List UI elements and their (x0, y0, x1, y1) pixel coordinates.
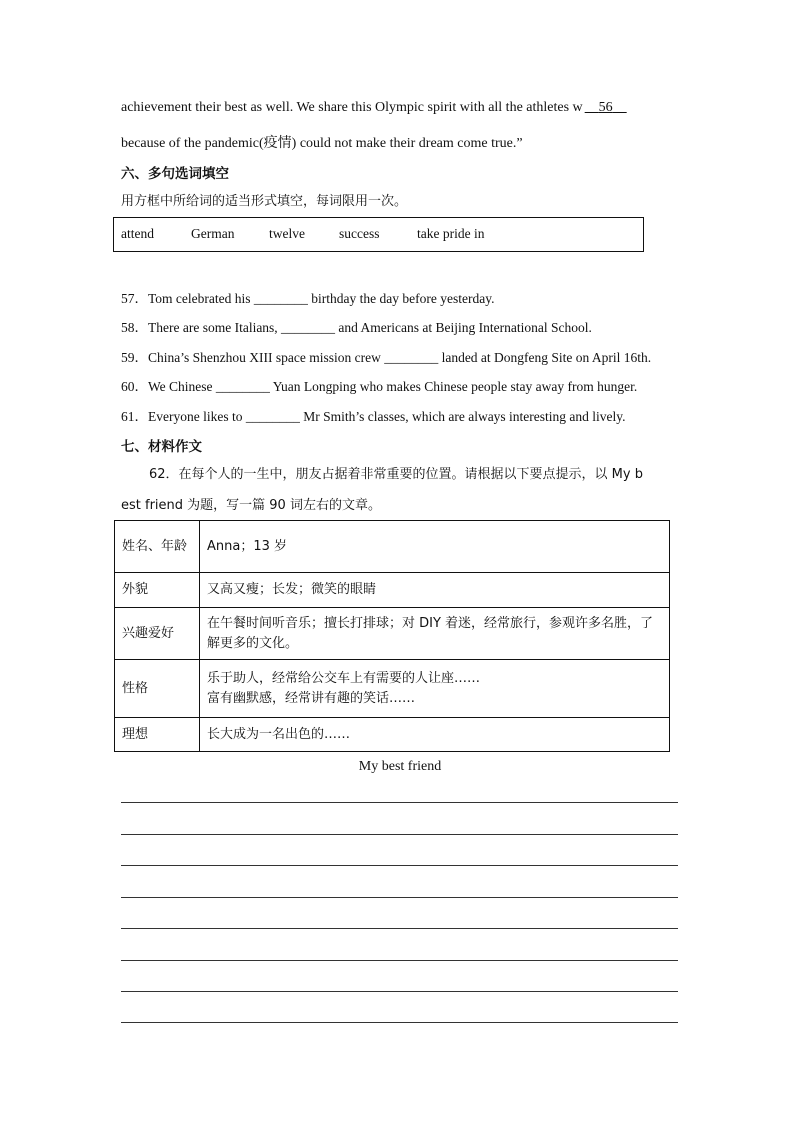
row-key: 姓名、年龄 (115, 521, 200, 573)
passage-line-1 (121, 100, 629, 116)
row-value: 在午餐时间听音乐；擅长打排球；对 DIY 着迷，经常旅行，参观许多名胜，了解更多的文化。 (200, 608, 670, 660)
writing-line[interactable] (121, 991, 678, 992)
word-item: twelve (269, 226, 305, 241)
row-value: Anna；13 岁 (200, 521, 670, 573)
blank-56 (583, 100, 629, 116)
essay-prompt-line-1: 62．在每个人的一生中，朋友占据着非常重要的位置。请根据以下要点提示，以 My b (149, 467, 643, 482)
section-7-heading: 七、材料作文 (121, 439, 202, 455)
writing-line[interactable] (121, 960, 678, 961)
passage-line-2: because of the pandemic(疫情) could not make their dream come true.” (121, 136, 523, 151)
row-value: 长大成为一名出色的…… (200, 718, 670, 752)
question-58: 58．There are some Italians, ________ and Americans at Beijing International School. (121, 320, 592, 335)
word-box (113, 217, 644, 252)
essay-title: My best friend (358, 759, 442, 774)
writing-line[interactable] (121, 802, 678, 803)
writing-line[interactable] (121, 897, 678, 898)
writing-line[interactable] (121, 1022, 678, 1023)
row-value (200, 660, 670, 718)
info-table (114, 520, 670, 752)
question-57: 57．Tom celebrated his ________ birthday the day before yesterday. (121, 291, 495, 306)
row-key: 理想 (115, 718, 200, 752)
table-row (115, 573, 670, 608)
row-value: 又高又瘦；长发；微笑的眼睛 (200, 573, 670, 608)
table-row (115, 718, 670, 752)
word-item: take pride in (417, 226, 485, 241)
blank-56-number: 56 (598, 100, 613, 115)
word-item: attend (121, 226, 154, 241)
row-value-line: 乐于助人，经常给公交车上有需要的人让座…… (207, 670, 481, 686)
table-row (115, 608, 670, 660)
word-item: success (339, 226, 380, 241)
writing-line[interactable] (121, 928, 678, 929)
row-value-line: 富有幽默感，经常讲有趣的笑话…… (207, 690, 416, 706)
row-key: 兴趣爱好 (115, 608, 200, 660)
section-6-heading: 六、多句选词填空 (121, 166, 229, 182)
essay-prompt-line-2: est friend 为题，写一篇 90 词左右的文章。 (121, 498, 381, 513)
row-key: 性格 (115, 660, 200, 718)
word-item: German (191, 226, 235, 241)
passage-text: achievement their best as well. We share this Olympic spirit with all the athletes w (121, 100, 583, 115)
writing-line[interactable] (121, 834, 678, 835)
row-key: 外貌 (115, 573, 200, 608)
question-61: 61．Everyone likes to ________ Mr Smith’s classes, which are always interesting and lively. (121, 409, 626, 424)
writing-line[interactable] (121, 865, 678, 866)
question-59: 59．China’s Shenzhou XIII space mission crew ________ landed at Dongfeng Site on April 16th. (121, 350, 652, 365)
table-row (115, 521, 670, 573)
section-6-instruction: 用方框中所给词的适当形式填空，每词限用一次。 (121, 194, 408, 209)
table-row (115, 660, 670, 718)
question-60: 60．We Chinese ________ Yuan Longping who makes Chinese people stay away from hunger. (121, 379, 638, 394)
